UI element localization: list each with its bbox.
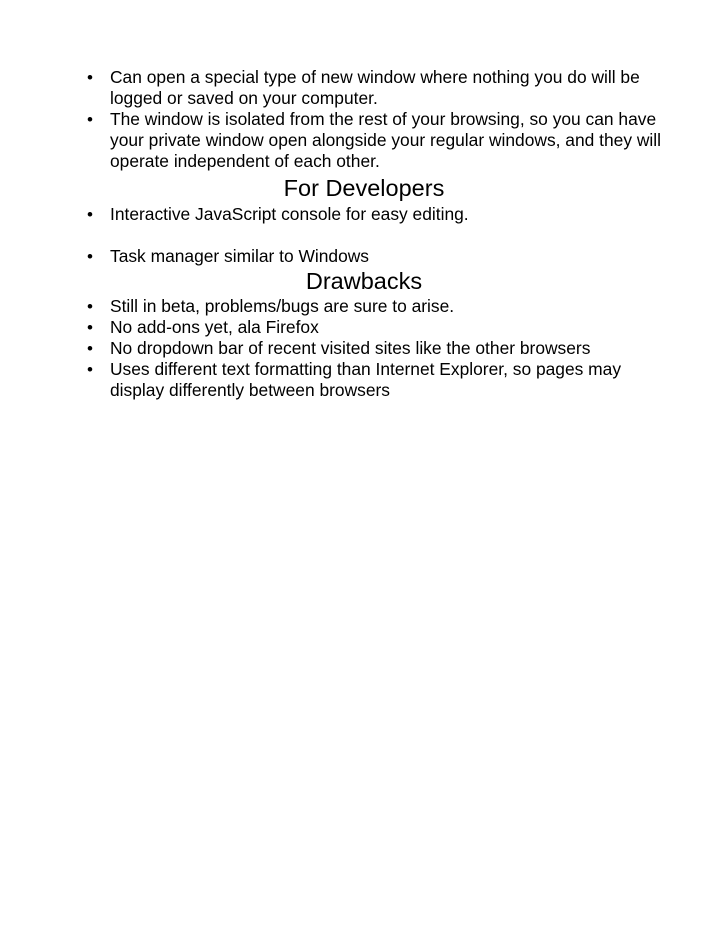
section-heading-developers: For Developers — [283, 175, 445, 201]
bullet-marker: • — [87, 339, 93, 358]
bullet-marker: • — [87, 247, 93, 266]
bullet-marker: • — [87, 68, 93, 87]
list-item-text: Can open a special type of new window where nothing you do will be logged or saved on your computer. — [110, 67, 640, 108]
bullet-marker: • — [87, 318, 93, 337]
list-item-text: The window is isolated from the rest of your browsing, so you can have your private window open alongside your regular windows, and they will operate independent of each other. — [110, 109, 662, 171]
list-item — [0, 317, 728, 338]
bullet-marker: • — [87, 205, 93, 224]
privacy-list — [0, 67, 728, 172]
list-item — [0, 338, 728, 359]
list-item — [0, 204, 728, 225]
developers-list — [0, 204, 728, 225]
list-item-text: Uses different text formatting than Internet Explorer, so pages may display differently between browsers — [110, 359, 622, 400]
bullet-marker: • — [87, 297, 93, 316]
list-item — [0, 296, 728, 317]
list-item-text: Still in beta, problems/bugs are sure to arise. — [110, 296, 455, 316]
drawbacks-list — [0, 296, 728, 401]
developers-list-continued — [0, 246, 728, 267]
list-item — [0, 67, 728, 109]
list-item — [0, 109, 728, 172]
bullet-marker: • — [87, 110, 93, 129]
section-heading-drawbacks: Drawbacks — [305, 268, 423, 294]
list-item — [0, 359, 728, 401]
bullet-marker: • — [87, 360, 93, 379]
list-item-text: No add-ons yet, ala Firefox — [110, 317, 319, 337]
list-item — [0, 246, 728, 267]
list-item-text: Task manager similar to Windows — [110, 246, 370, 266]
list-item-text: No dropdown bar of recent visited sites like the other browsers — [110, 338, 591, 358]
list-item-text: Interactive JavaScript console for easy editing. — [110, 204, 469, 224]
